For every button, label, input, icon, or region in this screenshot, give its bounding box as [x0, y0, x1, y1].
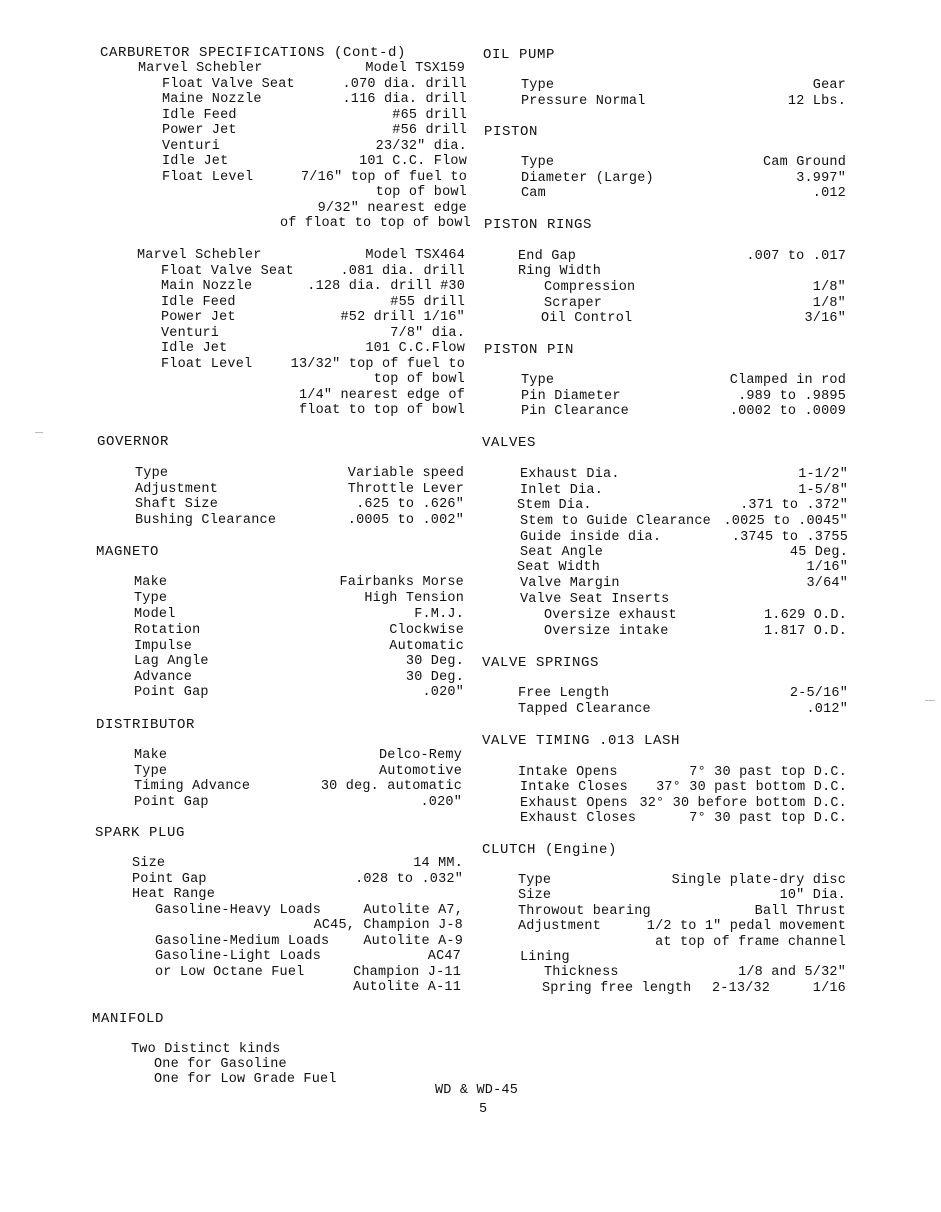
spec-label: Power Jet — [161, 310, 236, 325]
spec-value: float to top of bowl — [298, 403, 465, 418]
spec-label: Seat Width — [517, 560, 601, 575]
spec-label: Point Gap — [134, 795, 209, 810]
spec-value: 1/16 — [812, 981, 846, 996]
spec-label: Gasoline-Light Loads — [155, 949, 322, 964]
magneto-heading: MAGNETO — [96, 544, 160, 560]
spec-value: .081 dia. drill — [340, 264, 465, 279]
spec-value: 7° 30 past top D.C. — [689, 765, 847, 780]
spec-label: Oil Control — [541, 311, 633, 326]
spec-value: Automatic — [389, 639, 464, 654]
spec-label: Impulse — [134, 639, 193, 654]
spec-value: .0025 to .0045" — [723, 514, 848, 529]
scan-mark — [35, 432, 43, 433]
spec-value: .116 dia. drill — [342, 92, 467, 107]
spec-label: Size — [132, 856, 166, 871]
spec-value: Automotive — [378, 764, 462, 779]
oil-pump-heading: OIL PUMP — [483, 47, 556, 63]
spec-value: 30 deg. automatic — [320, 779, 462, 794]
spec-value: .070 dia. drill — [342, 77, 467, 92]
spec-value: .028 to .032" — [355, 872, 463, 887]
footer-model: WD & WD-45 — [435, 1083, 519, 1098]
spec-value: #65 drill — [392, 108, 467, 123]
spec-value: .371 to .372" — [740, 498, 848, 513]
spec-value: #55 drill — [390, 295, 465, 310]
spec-value: 1-5/8" — [798, 483, 848, 498]
spec-value: 1.817 O.D. — [763, 624, 847, 639]
spec-label: Timing Advance — [134, 779, 251, 794]
spec-label: Valve Margin — [520, 576, 620, 591]
spec-value: .007 to .017 — [746, 249, 846, 264]
spec-label: Tapped Clearance — [518, 702, 651, 717]
spec-label: Bushing Clearance — [135, 513, 277, 528]
spec-label: Exhaust Closes — [520, 811, 637, 826]
spec-value: 32° 30 before bottom D.C. — [639, 796, 847, 811]
spec-label: Type — [521, 373, 555, 388]
spec-value: .128 dia. drill #30 — [307, 279, 465, 294]
spec-value: 1/4" nearest edge of — [298, 388, 465, 403]
carb2-model: Model TSX464 — [365, 248, 465, 263]
spec-label: Exhaust Dia. — [520, 467, 620, 482]
spec-label: Spring free length — [542, 981, 692, 996]
spec-label: Oversize intake — [544, 624, 669, 639]
spec-label: Shaft Size — [135, 497, 219, 512]
spec-value: Delco-Remy — [378, 748, 462, 763]
piston-pin-heading: PISTON PIN — [484, 342, 575, 358]
spec-label: Float Level — [161, 357, 253, 372]
spec-label: Float Level — [162, 170, 254, 185]
spec-label: Valve Seat Inserts — [520, 592, 670, 607]
spec-value: AC45, Champion J-8 — [313, 918, 463, 933]
spec-label: Size — [518, 888, 552, 903]
spec-label: Pin Diameter — [521, 389, 621, 404]
spec-value: F.M.J. — [414, 607, 464, 622]
valve-timing-heading: VALVE TIMING .013 LASH — [482, 733, 681, 749]
spec-value: 30 Deg. — [405, 654, 464, 669]
spec-value: 7° 30 past top D.C. — [689, 811, 847, 826]
spec-value: 3/16" — [804, 311, 846, 326]
spec-label: Type — [521, 78, 555, 93]
carb1-model: Model TSX159 — [365, 61, 465, 76]
spec-label: Cam — [521, 186, 546, 201]
spec-value: Variable speed — [347, 466, 464, 481]
spec-label: Type — [135, 466, 169, 481]
spec-value: High Tension — [364, 591, 464, 606]
spec-value: Clockwise — [389, 623, 464, 638]
spec-label: Stem to Guide Clearance — [520, 514, 711, 529]
spec-value: Throttle Lever — [347, 482, 464, 497]
spec-value: 1/8 and 5/32" — [738, 965, 846, 980]
spec-label: Make — [134, 748, 168, 763]
spec-value: Cam Ground — [762, 155, 846, 170]
spec-label: Float Valve Seat — [162, 77, 295, 92]
spec-label: Point Gap — [132, 872, 207, 887]
spec-label: Free Length — [518, 686, 610, 701]
carb2-maker: Marvel Schebler — [137, 248, 262, 263]
spec-value: Fairbanks Morse — [339, 575, 464, 590]
spec-label: Point Gap — [134, 685, 209, 700]
spec-value: #56 drill — [392, 123, 467, 138]
spec-label: Advance — [134, 670, 193, 685]
spec-value: 9/32" nearest edge — [317, 201, 467, 216]
spec-value: 37° 30 past bottom D.C. — [656, 780, 847, 795]
spec-value: 1/16" — [806, 560, 848, 575]
spec-value: .012 — [812, 186, 846, 201]
spark-plug-heading: SPARK PLUG — [95, 825, 186, 841]
spec-value: .0005 to .002" — [347, 513, 464, 528]
spec-value: .989 to .9895 — [738, 389, 846, 404]
spec-value: 23/32" dia. — [375, 139, 467, 154]
spec-value: 3/64" — [806, 576, 848, 591]
spec-value: Clamped in rod — [729, 373, 846, 388]
spec-value: top of bowl — [373, 372, 465, 387]
manifold-line: One for Gasoline — [154, 1057, 287, 1072]
spec-value: 1-1/2" — [798, 467, 848, 482]
spec-value: 1/8" — [812, 296, 846, 311]
spec-label: Idle Jet — [162, 154, 229, 169]
spec-label: Heat Range — [132, 887, 216, 902]
spec-value: Single plate-dry disc — [671, 873, 846, 888]
spec-label: End Gap — [518, 249, 577, 264]
spec-value: 14 MM. — [413, 856, 463, 871]
spec-label: Ring Width — [518, 264, 602, 279]
spec-label: Float Valve Seat — [161, 264, 294, 279]
spec-label: Type — [134, 591, 168, 606]
spec-value: at top of frame channel — [655, 935, 846, 950]
spec-value: 45 Deg. — [789, 545, 848, 560]
spec-label: Idle Jet — [161, 341, 228, 356]
spec-value: Autolite A-11 — [353, 980, 461, 995]
spec-value: 7/16" top of fuel to — [300, 170, 467, 185]
spec-value: AC47 — [427, 949, 461, 964]
spec-value: Gear — [812, 78, 846, 93]
valve-springs-heading: VALVE SPRINGS — [482, 655, 600, 671]
piston-rings-heading: PISTON RINGS — [484, 217, 593, 233]
spec-value: 2-13/32 — [712, 981, 771, 996]
clutch-heading: CLUTCH (Engine) — [482, 842, 618, 858]
spec-label: Thickness — [544, 965, 619, 980]
spec-label: Model — [134, 607, 176, 622]
spec-label: Compression — [544, 280, 636, 295]
spec-label: Type — [518, 873, 552, 888]
spec-label: Power Jet — [162, 123, 237, 138]
spec-label: Idle Feed — [162, 108, 237, 123]
spec-label: Exhaust Opens — [520, 796, 628, 811]
spec-label: or Low Octane Fuel — [155, 965, 305, 980]
spec-label: Diameter (Large) — [521, 171, 654, 186]
spec-label: Adjustment — [135, 482, 219, 497]
manifold-heading: MANIFOLD — [92, 1011, 165, 1027]
spec-label: Seat Angle — [520, 545, 604, 560]
spec-label: Venturi — [162, 139, 221, 154]
spec-value: 1.629 O.D. — [763, 608, 847, 623]
spec-value: 1/2 to 1" pedal movement — [646, 919, 846, 934]
spec-value: of float to top of bowl — [280, 216, 471, 231]
spec-label: Maine Nozzle — [162, 92, 262, 107]
spec-label: Rotation — [134, 623, 201, 638]
scan-mark — [925, 700, 935, 701]
spec-value: 2-5/16" — [789, 686, 848, 701]
spec-value: top of bowl — [375, 185, 467, 200]
spec-value: Ball Thrust — [754, 904, 846, 919]
piston-heading: PISTON — [484, 124, 539, 140]
spec-value: 7/8" dia. — [390, 326, 465, 341]
manifold-line: Two Distinct kinds — [131, 1042, 281, 1057]
page-number: 5 — [479, 1102, 488, 1117]
spec-value: 30 Deg. — [405, 670, 464, 685]
spec-label: Scraper — [544, 296, 603, 311]
spec-label: Type — [521, 155, 555, 170]
spec-value: 12 Lbs. — [787, 94, 846, 109]
spec-label: Main Nozzle — [161, 279, 253, 294]
spec-label: Oversize exhaust — [544, 608, 677, 623]
spec-value: 13/32" top of fuel to — [290, 357, 465, 372]
spec-value: 101 C.C.Flow — [365, 341, 465, 356]
spec-label: Adjustment — [518, 919, 602, 934]
spec-label: Type — [134, 764, 168, 779]
distributor-heading: DISTRIBUTOR — [96, 717, 196, 733]
spec-value: .3745 to .3755 — [731, 530, 848, 545]
spec-label: Lining — [520, 950, 570, 965]
manifold-line: One for Low Grade Fuel — [154, 1072, 337, 1087]
spec-label: Stem Dia. — [517, 498, 592, 513]
carburetor-heading: CARBURETOR SPECIFICATIONS (Cont-d) — [100, 45, 407, 61]
spec-label: Idle Feed — [161, 295, 236, 310]
spec-label: Gasoline-Heavy Loads — [155, 903, 322, 918]
spec-label: Lag Angle — [134, 654, 209, 669]
spec-value: 1/8" — [812, 280, 846, 295]
valves-heading: VALVES — [482, 435, 537, 451]
spec-label: Venturi — [161, 326, 220, 341]
spec-value: .020" — [422, 685, 464, 700]
spec-label: Pressure Normal — [521, 94, 646, 109]
spec-label: Make — [134, 575, 168, 590]
spec-label: Gasoline-Medium Loads — [155, 934, 330, 949]
spec-value: 101 C.C. Flow — [359, 154, 467, 169]
spec-value: .020" — [420, 795, 462, 810]
spec-value: Champion J-11 — [353, 965, 461, 980]
spec-value: 10" Dia. — [779, 888, 846, 903]
spec-label: Pin Clearance — [521, 404, 629, 419]
spec-label: Guide inside dia. — [520, 530, 662, 545]
spec-value: Autolite A-9 — [363, 934, 463, 949]
carb1-maker: Marvel Schebler — [138, 61, 263, 76]
spec-value: 3.997" — [796, 171, 846, 186]
governor-heading: GOVERNOR — [97, 434, 170, 450]
spec-label: Inlet Dia. — [520, 483, 604, 498]
spec-label: Throwout bearing — [518, 904, 651, 919]
spec-value: Autolite A7, — [363, 903, 463, 918]
spec-label: Intake Closes — [520, 780, 628, 795]
spec-value: .0002 to .0009 — [729, 404, 846, 419]
spec-value: .012" — [806, 702, 848, 717]
spec-value: .625 to .626" — [356, 497, 464, 512]
spec-value: #52 drill 1/16" — [340, 310, 465, 325]
spec-label: Intake Opens — [518, 765, 618, 780]
